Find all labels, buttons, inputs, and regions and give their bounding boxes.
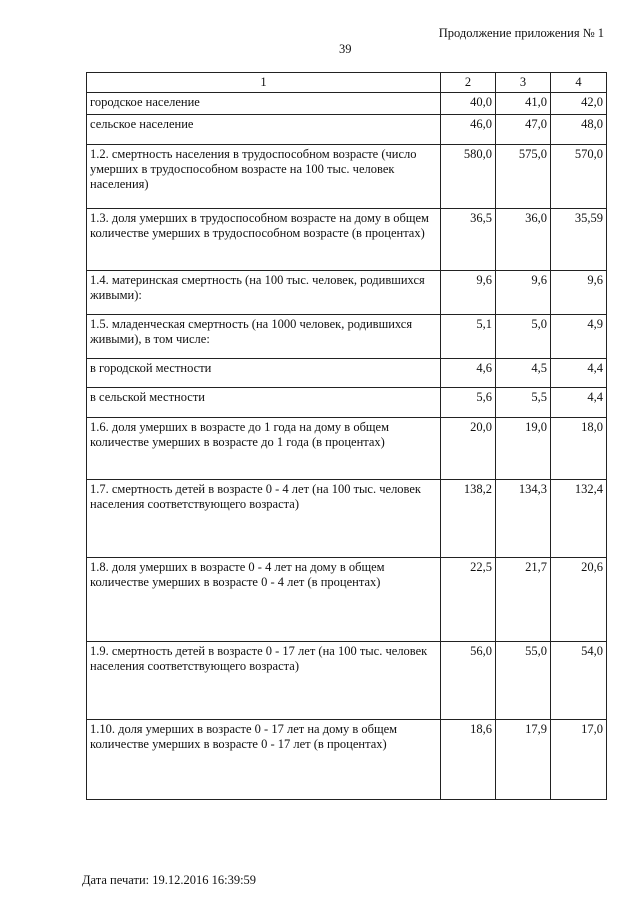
table-row [87, 209, 607, 271]
table-row [87, 271, 607, 315]
column-header: 1 [87, 73, 441, 93]
print-date: Дата печати: 19.12.2016 16:39:59 [82, 873, 257, 887]
table-row [87, 720, 607, 800]
row-label: 1.2. смертность населения в трудоспособном возрасте (число умерших в трудоспособном возрасте на 100 тыс. человек населения) [87, 145, 441, 209]
row-label: городское население [87, 93, 441, 115]
row-label: 1.6. доля умерших в возрасте до 1 года на дому в общем количестве умерших в возрасте до 1 года (в процентах) [87, 418, 441, 480]
row-value: 570,0 [551, 145, 607, 209]
row-value: 4,4 [551, 388, 607, 418]
row-value: 18,6 [441, 720, 496, 800]
row-value: 9,6 [551, 271, 607, 315]
row-value: 56,0 [441, 642, 496, 720]
row-value: 4,4 [551, 359, 607, 388]
row-value: 35,59 [551, 209, 607, 271]
row-label: 1.8. доля умерших в возрасте 0 - 4 лет на дому в общем количестве умерших в возрасте 0 - 4 лет (в процентах) [87, 558, 441, 642]
row-value: 17,9 [496, 720, 551, 800]
row-value: 5,1 [441, 315, 496, 359]
row-value: 40,0 [441, 93, 496, 115]
row-value: 36,0 [496, 209, 551, 271]
table-row [87, 93, 607, 115]
row-value: 22,5 [441, 558, 496, 642]
page-number: 39 [339, 42, 352, 56]
row-value: 17,0 [551, 720, 607, 800]
table-row [87, 558, 607, 642]
row-value: 5,6 [441, 388, 496, 418]
table-row [87, 315, 607, 359]
row-value: 20,6 [551, 558, 607, 642]
row-value: 138,2 [441, 480, 496, 558]
row-label: сельское население [87, 115, 441, 145]
row-label: 1.4. материнская смертность (на 100 тыс. человек, родившихся живыми): [87, 271, 441, 315]
row-value: 9,6 [496, 271, 551, 315]
row-label: в сельской местности [87, 388, 441, 418]
table-row [87, 145, 607, 209]
table-row [87, 359, 607, 388]
row-value: 21,7 [496, 558, 551, 642]
row-value: 4,5 [496, 359, 551, 388]
row-value: 4,6 [441, 359, 496, 388]
row-value: 134,3 [496, 480, 551, 558]
table-row [87, 642, 607, 720]
table-row [87, 418, 607, 480]
row-value: 20,0 [441, 418, 496, 480]
row-value: 48,0 [551, 115, 607, 145]
row-value: 575,0 [496, 145, 551, 209]
row-label: 1.3. доля умерших в трудоспособном возрасте на дому в общем количестве умерших в трудоспособном возрасте (в процентах) [87, 209, 441, 271]
row-label: 1.5. младенческая смертность (на 1000 человек, родившихся живыми), в том числе: [87, 315, 441, 359]
row-label: 1.10. доля умерших в возрасте 0 - 17 лет на дому в общем количестве умерших в возрасте 0 - 17 лет (в процентах) [87, 720, 441, 800]
column-header: 2 [441, 73, 496, 93]
continuation-note: Продолжение приложения № 1 [438, 26, 604, 40]
row-value: 36,5 [441, 209, 496, 271]
row-value: 18,0 [551, 418, 607, 480]
row-value: 9,6 [441, 271, 496, 315]
table-row [87, 480, 607, 558]
indicators-table [86, 72, 607, 800]
table-row [87, 388, 607, 418]
row-value: 19,0 [496, 418, 551, 480]
column-header: 4 [551, 73, 607, 93]
row-value: 54,0 [551, 642, 607, 720]
row-value: 47,0 [496, 115, 551, 145]
row-value: 41,0 [496, 93, 551, 115]
row-value: 42,0 [551, 93, 607, 115]
table-row [87, 115, 607, 145]
row-value: 4,9 [551, 315, 607, 359]
row-value: 132,4 [551, 480, 607, 558]
row-label: 1.7. смертность детей в возрасте 0 - 4 лет (на 100 тыс. человек населения соответствующего возраста) [87, 480, 441, 558]
row-value: 46,0 [441, 115, 496, 145]
table-header-row [87, 73, 607, 93]
row-label: 1.9. смертность детей в возрасте 0 - 17 лет (на 100 тыс. человек населения соответствующего возраста) [87, 642, 441, 720]
row-value: 5,0 [496, 315, 551, 359]
row-value: 5,5 [496, 388, 551, 418]
column-header: 3 [496, 73, 551, 93]
row-label: в городской местности [87, 359, 441, 388]
row-value: 580,0 [441, 145, 496, 209]
row-value: 55,0 [496, 642, 551, 720]
